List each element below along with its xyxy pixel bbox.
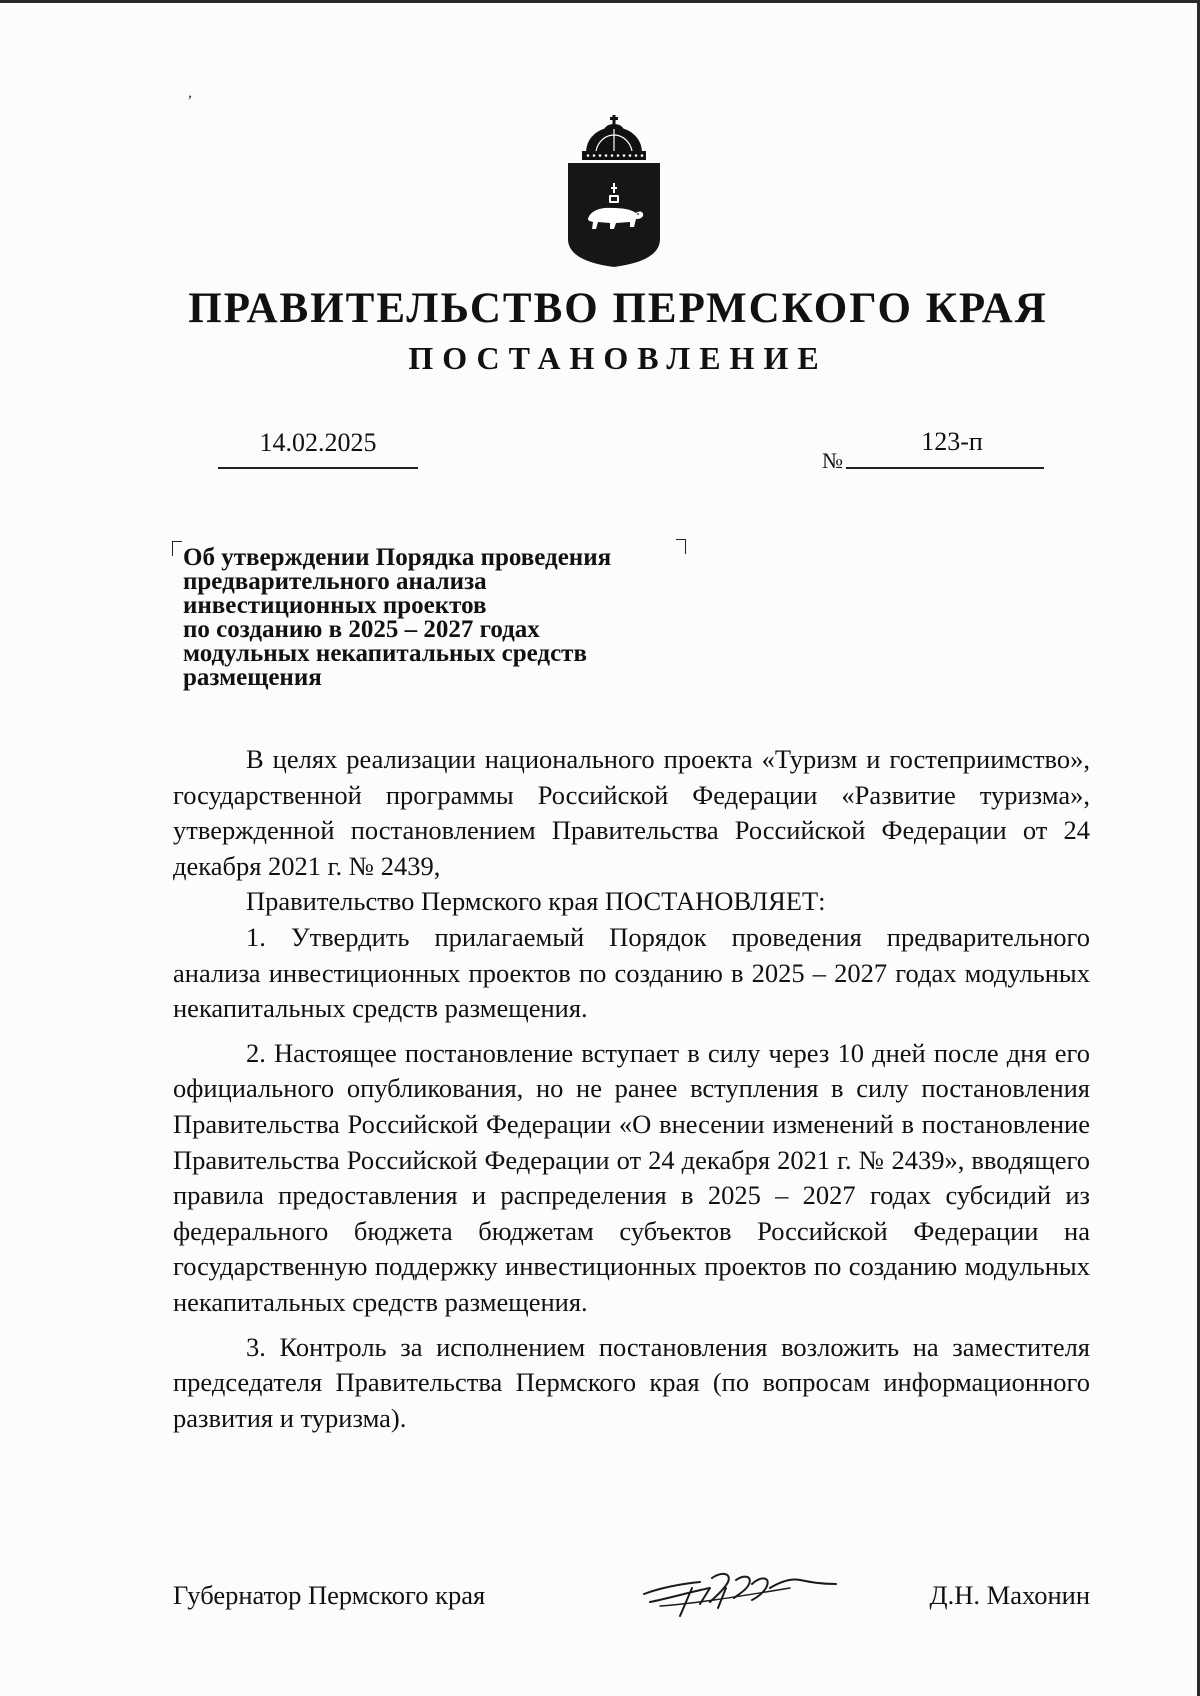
crown-icon xyxy=(582,115,646,160)
handwritten-signature-icon xyxy=(640,1558,840,1628)
number-underline xyxy=(846,467,1044,469)
coat-of-arms-icon xyxy=(566,115,662,267)
subject-line: по созданию в 2025 – 2027 годах xyxy=(183,616,540,643)
document-type: ПОСТАНОВЛЕНИЕ xyxy=(408,340,828,376)
body-paragraph-item-2: 2. Настоящее постановление вступает в силу через 10 дней после дня его официального опубликования, но не ранее вступления в силу постановления Правительства Российской Федерации «О внесении изменений в постановление Правительства Российской Федерации от 24 декабря 2021 г. № 2439», вводящего правила предоставления и распределения в 2025 – 2027 годах субсидий из федерального бюджета бюджетам субъектов Российской Федерации на государственную поддержку инвестиционных проектов по созданию модульных некапитальных средств размещения. xyxy=(173,1037,1090,1317)
body-paragraph-resolves: Правительство Пермского края ПОСТАНОВЛЯЕТ: xyxy=(246,886,826,917)
organization-title: ПРАВИТЕЛЬСТВО ПЕРМСКОГО КРАЯ xyxy=(188,285,1048,332)
body-paragraph-item-1: 1. Утвердить прилагаемый Порядок проведения предварительного анализа инвестиционных проектов по созданию в 2025 – 2027 годах модульных некапитальных средств размещения. xyxy=(173,921,1090,1024)
subject-line: инвестиционных проектов xyxy=(183,592,487,619)
document-subject xyxy=(183,546,703,690)
number-sign: № xyxy=(822,448,843,473)
signatory-name: Д.Н. Махонин xyxy=(929,1580,1090,1610)
scan-mark: , xyxy=(188,84,192,101)
body-paragraph-preamble: В целях реализации национального проекта «Туризм и гостеприимство», государственной программы Российской Федерации «Развитие туризма», утвержденной постановлением Правительства Российской Федерации от 24 декабря 2021 г. № 2439, xyxy=(173,744,1090,881)
document-body xyxy=(173,742,1090,1436)
document-date: 14.02.2025 xyxy=(259,428,377,457)
subject-line: размещения xyxy=(183,664,322,691)
subject-line: предварительного анализа xyxy=(183,568,487,595)
signatory-position: Губернатор Пермского края xyxy=(173,1580,486,1610)
scan-edge xyxy=(0,0,1200,3)
subject-line: Об утверждении Порядка проведения xyxy=(183,544,612,571)
subject-bracket-left xyxy=(172,541,182,556)
date-underline xyxy=(218,467,418,469)
body-paragraph-item-3: 3. Контроль за исполнением постановления возложить на заместителя председателя Правительства Пермского края (по вопросам информационного развития и туризма). xyxy=(173,1331,1090,1433)
subject-line: модульных некапитальных средств xyxy=(183,640,587,667)
document-number: 123-п xyxy=(921,427,983,456)
